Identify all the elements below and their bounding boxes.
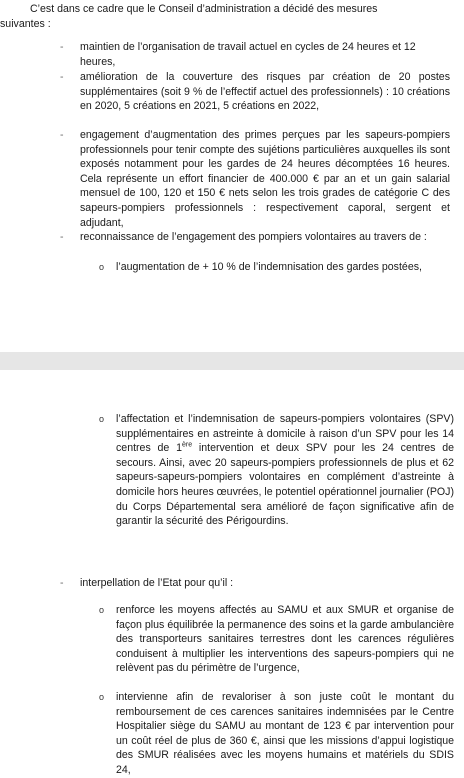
circle-bullet: o [99,692,105,702]
dash-bullet: - [60,129,64,141]
spv-text-part-2: intervention et deux SPV pour les 24 centres de secours. Ainsi, avec 20 sapeurs-pompiers professionnels de plus et 62 sapeurs-sapeurs-pompiers volontaires en complément d’astreinte à domicile hors heures œuvrées, le potentiel opérationnel journalier (POJ) du Corps Départemental sera amélioré de façon significative afin de garantir la sécurité des Périgourdins. [116,442,454,528]
spv-text-part-1: l’affectation et l’indemnisation de sapeurs-pompiers volontaires (SPV) supplémentaires en astreinte à domicile à raison d’un SPV pour les 14 centres de 1 [116,413,454,455]
spv-superscript: ère [181,441,193,449]
dash-bullet: - [60,41,64,53]
list-item-bonus-increase: engagement d’augmentation des primes perçues par les sapeurs-pompiers professionnels pour tenir compte des sujétions particulières auxquelles ils sont exposés notamment pour les gardes de 24 heures décomptées 16 heures. Cela représente un effort financier de 400.000 € par an et un gain salarial mensuel de 100, 120 et 150 € nets selon les trois grades de catégorie C des sapeurs-pompiers professionnels : respectivement caporal, sergent et adjudant, [80,129,450,229]
intro-line-2: suivantes : [0,17,51,30]
circle-bullet: o [99,262,105,272]
page-separator [0,352,464,370]
dash-bullet: - [60,71,64,83]
dash-bullet: - [60,577,64,589]
sub-item-guard-indemnity: l’augmentation de + 10 % de l’indemnisation des gardes postées, [116,261,422,273]
list-item-volunteer-recognition: reconnaissance de l’engagement des pompiers volontaires au travers de : [80,231,427,243]
document-page-bottom [0,370,464,775]
document-page-top [0,0,464,352]
circle-bullet: o [99,414,105,424]
list-item-work-organisation: maintien de l’organisation de travail actuel en cycles de 24 heures et 12 heures, [80,41,416,68]
sub-item-revaluation: intervienne afin de revaloriser à son juste coût le montant du remboursement de ces carences sanitaires indemnisées par le Centre Hospitalier siège du SAMU au montant de 123 € par intervention pour un coût réel de plus de 360 €, ainsi que les missions d’appui logistique des SMUR réalisées avec les moyens humains et matériels du SDIS 24, [116,691,454,776]
dash-bullet: - [60,231,64,243]
sub-item-samu-smur: renforce les moyens affectés au SAMU et aux SMUR et organise de façon plus équilibrée la permanence des soins et la garde ambulancière des transporteurs sanitaires terrestres dont les carences régulières conduisent à multiplier les interventions des sapeurs-pompiers qui ne relèvent pas du périmètre de l’urgence, [116,604,454,675]
intro-line-1: C’est dans ce cadre que le Conseil d’administration a décidé des mesures [30,3,378,15]
sub-item-spv-assignment [116,412,454,529]
list-item-state-interpellation: interpellation de l’Etat pour qu’il : [80,577,234,589]
intro-paragraph [0,2,446,31]
list-item-risk-coverage: amélioration de la couverture des risques par création de 20 postes supplémentaires (soit 9 % de l’effectif actuel des professionnels) : 10 créations en 2020, 5 créations en 2021, 5 créations en 2022, [80,71,450,113]
circle-bullet: o [99,605,105,615]
